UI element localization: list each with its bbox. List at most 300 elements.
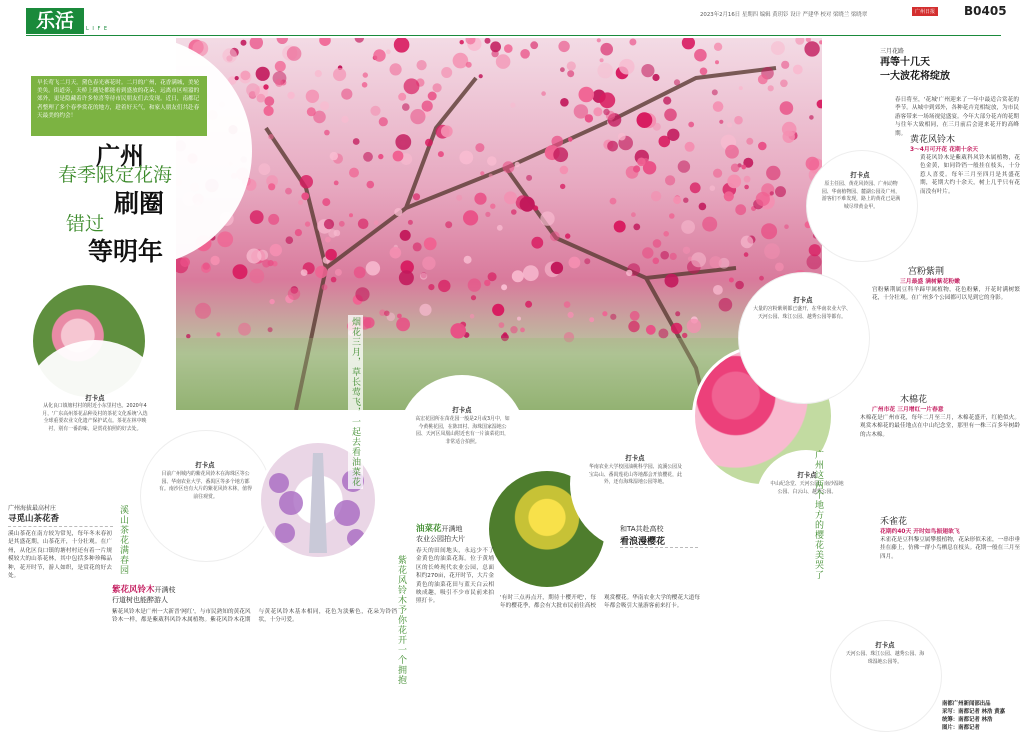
blossom-dot: [646, 325, 656, 335]
blossom-dot: [560, 98, 569, 107]
blossom-dot: [687, 319, 701, 333]
blossom-dot: [607, 141, 618, 152]
blossom-dot: [628, 321, 639, 332]
blossom-dot: [520, 328, 525, 333]
headline-line-1: 广州: [96, 142, 144, 170]
blossom-dot: [456, 195, 462, 201]
header-rule: [26, 35, 1001, 36]
blossom-dot: [523, 265, 539, 281]
blossom-dot: [517, 317, 521, 321]
blossom-dot: [394, 208, 402, 216]
kapok-section-body: 木棉花是广州市花，每年二月至三月，木棉花盛开，红艳似火。观赏木棉花的最佳地点在中山纪念堂，那里有一株三百多年树龄的古木棉。: [860, 415, 1020, 438]
blossom-dot: [275, 61, 286, 72]
blossom-dot: [349, 213, 353, 217]
blossom-dot: [471, 295, 476, 300]
blossom-dot: [681, 220, 695, 234]
camellia-vertical-caption: 溪山茶花满春园: [118, 505, 128, 575]
blossom-dot: [433, 83, 442, 92]
blossom-dot: [349, 168, 359, 178]
blossom-dot: [515, 162, 520, 167]
blossom-dot: [731, 164, 740, 173]
blossom-dot: [325, 249, 337, 261]
blossom-dot: [619, 59, 635, 75]
blossom-dot: [250, 210, 264, 224]
blossom-dot: [653, 239, 662, 248]
blossom-dot: [759, 276, 764, 281]
blossom-dot: [667, 129, 679, 141]
blossom-dot: [384, 311, 390, 317]
blossom-dot: [589, 317, 594, 322]
blossom-dot: [699, 203, 707, 211]
blossom-dot: [363, 152, 373, 162]
cherry-heading: 看浪漫樱花: [620, 537, 666, 547]
blossom-dot: [453, 53, 469, 69]
blossom-dot: [354, 267, 366, 279]
blossom-dot: [766, 166, 780, 180]
blossom-dot: [320, 101, 329, 110]
blossom-dot: [285, 188, 292, 195]
blossom-dot: [180, 257, 190, 267]
blossom-dot: [653, 123, 661, 131]
blossom-dot: [287, 46, 302, 61]
blossom-dot: [269, 299, 274, 304]
blossom-dot: [399, 270, 414, 285]
oilseed-heading: [416, 522, 463, 534]
blossom-dot: [569, 257, 581, 269]
blossom-dot: [688, 122, 694, 128]
blossom-dot: [744, 252, 749, 257]
blossom-dot: [809, 115, 814, 120]
purple-heading: [112, 583, 176, 595]
blossom-dot: [257, 94, 266, 103]
blossom-dot: [771, 41, 785, 55]
blossom-dot: [378, 154, 383, 159]
blossom-dot: [358, 219, 369, 230]
blossom-dot: [395, 134, 411, 150]
blossom-dot: [464, 256, 472, 264]
blossom-dot: [259, 163, 271, 175]
blossom-dot: [673, 196, 681, 204]
blossom-dot: [466, 62, 472, 68]
blossom-dot: [334, 181, 339, 186]
blossom-dot: [775, 263, 784, 272]
section-logo: 乐活: [26, 8, 84, 34]
blossom-dot: [286, 236, 294, 244]
blossom-dot: [250, 38, 263, 49]
blossom-dot: [216, 332, 220, 336]
blossom-dot: [715, 60, 719, 64]
oilseed-tip-text: 高宏花园所在苗花园一般是2月或3月中，如今黄桃花园，在陈田村、海珠国家湿地公园、天河区凤凰山附近也有一片油菜花田，非常适合拍照。: [415, 416, 510, 445]
right-intro: 春日将至，'花城'广州迎来了一年中最适合赏花的季节。从城中到郊外，各种花卉竞相绽放，为市民游客带来一场场视觉盛宴。今年大部分花卉的花期与往年大致相同，在三月前后会迎来花开的高峰期。: [895, 97, 1019, 137]
blossom-dot: [287, 92, 294, 99]
headline-line-3: 刷圈: [114, 189, 165, 218]
blossom-dot: [413, 193, 420, 200]
blossom-dot: [488, 272, 497, 281]
blossom-dot: [685, 142, 695, 152]
blossom-dot: [710, 185, 716, 191]
purple-tip-label: 打卡点: [195, 461, 215, 469]
purple-right-tip-label: 打卡点: [793, 296, 813, 304]
plum-section-sub: 花期约40天 开时如鸟振翅欲飞: [880, 529, 960, 535]
blossom-dot: [526, 175, 532, 181]
purple-body: 紫花风铃木是广州一大新晋'网红'，与市民熟知的黄花风铃木一样，都是紫葳科风铃木属植物。紫花风铃木花期与黄花风铃木基本相同，花色为淡紫色，花朵为铃铛状，十分可爱。: [112, 609, 397, 624]
blossom-dot: [671, 323, 682, 334]
blossom-dot: [445, 221, 452, 228]
blossom-dot: [390, 63, 402, 75]
blossom-dot: [603, 109, 609, 115]
blossom-dot: [651, 191, 661, 201]
blossom-dot: [217, 231, 233, 247]
blossom-dot: [503, 161, 515, 173]
oilseed-tip-label: 打卡点: [452, 406, 472, 414]
blossom-dot: [775, 186, 786, 197]
blossom-dot: [233, 264, 248, 279]
blossom-dot: [390, 247, 402, 259]
blossom-dot: [315, 70, 322, 77]
purple-section-body: 宫粉紫荆属豆科羊蹄甲属植物，花色粉紫，开花时满树繁花，十分壮观。在广州多个公园都可以见到它的身影。: [872, 287, 1020, 302]
oilseed-subheading: 农业公园拍大片: [416, 535, 465, 543]
blossom-dot: [713, 101, 724, 112]
blossom-dot: [525, 301, 532, 308]
blossom-dot: [691, 252, 706, 267]
blossom-dot: [322, 198, 330, 206]
paper-badge: 广州日报: [912, 7, 938, 16]
blossom-dot: [394, 38, 410, 53]
blossom-dot: [741, 165, 746, 170]
blossom-dot: [652, 74, 659, 81]
blossom-dot: [367, 181, 375, 189]
blossom-dot: [665, 175, 675, 185]
purple-tip-text: 目前广州城内的紫花风铃木在海珠区等公园、华南农业大学、番禺区等多个地方都有。南沙区也有大片的紫花风铃木林，值得前往观赏。: [159, 471, 252, 500]
blossom-dot: [660, 251, 669, 260]
blossom-dot: [804, 41, 819, 56]
blossom-dot: [379, 117, 388, 126]
blossom-dot: [222, 48, 237, 63]
blossom-dot: [373, 49, 385, 61]
blossom-dot: [331, 277, 337, 283]
blossom-dot: [241, 71, 251, 81]
right-kicker: 三月花路: [880, 48, 905, 55]
blossom-dot: [425, 139, 433, 147]
blossom-dot: [568, 137, 573, 142]
blossom-dot: [238, 323, 251, 336]
blossom-dot: [641, 64, 654, 77]
blossom-dot: [565, 233, 570, 238]
blossom-dot: [510, 326, 517, 333]
blossom-dot: [277, 38, 288, 44]
yellow-section-sub: 3～4月可开花 花期十余天: [910, 147, 979, 153]
blossom-dot: [770, 191, 774, 195]
blossom-dot: [460, 40, 464, 44]
blossom-dot: [683, 198, 688, 203]
blossom-dot: [393, 151, 404, 162]
blossom-dot: [784, 224, 789, 229]
blossom-dot: [633, 165, 640, 172]
blossom-dot: [540, 211, 554, 225]
blossom-dot: [241, 40, 247, 46]
blossom-dot: [690, 182, 701, 193]
blossom-dot: [702, 217, 717, 232]
blossom-dot: [597, 63, 613, 79]
blossom-dot: [501, 284, 507, 290]
blossom-dot: [410, 109, 425, 124]
blossom-dot: [678, 160, 690, 172]
blossom-dot: [324, 219, 334, 229]
blossom-dot: [487, 156, 497, 166]
blossom-dot: [419, 304, 431, 316]
blossom-dot: [335, 269, 342, 276]
blossom-dot: [485, 212, 490, 217]
blossom-dot: [499, 322, 505, 328]
blossom-dot: [593, 107, 602, 116]
blossom-dot: [688, 257, 692, 261]
blossom-dot: [700, 68, 708, 76]
blossom-dot: [637, 112, 653, 128]
blossom-dot: [511, 209, 517, 215]
cherry-blossom-photo: [176, 38, 822, 410]
blossom-dot: [758, 75, 768, 85]
blossom-dot: [602, 311, 607, 316]
blossom-dot: [558, 41, 569, 52]
blossom-dot: [496, 54, 511, 69]
blossom-dot: [298, 200, 303, 205]
blossom-dot: [817, 100, 822, 109]
blossom-dot: [551, 262, 563, 274]
headline-line-2: 春季限定花海: [58, 164, 173, 186]
blossom-dot: [631, 212, 636, 217]
blossom-dot: [658, 329, 668, 339]
blossom-dot: [275, 79, 283, 87]
blossom-dot: [712, 89, 718, 95]
blossom-dot: [235, 76, 239, 80]
blossom-dot: [438, 280, 450, 292]
blossom-dot: [325, 237, 331, 243]
oilseed-vertical-caption: 烟花三月，草长莺飞，一起去看油菜花: [348, 315, 363, 489]
blossom-dot: [397, 314, 402, 319]
blossom-dot: [398, 93, 406, 101]
blossom-dot: [735, 204, 746, 215]
blossom-dot: [713, 285, 723, 295]
blossom-dot: [584, 258, 590, 264]
blossom-dot: [758, 142, 767, 151]
headline-line-4: 错过: [66, 213, 105, 235]
blossom-dot: [459, 151, 473, 165]
blossom-dot: [735, 281, 744, 290]
kapok-section-sub: 广州市花 三月增红一片春意: [872, 407, 944, 413]
blossom-dot: [268, 260, 274, 266]
blossom-dot: [710, 256, 722, 268]
blossom-dot: [315, 266, 327, 278]
blossom-dot: [268, 214, 279, 225]
purple-section-sub: 三月最盛 满树紫花粉嫩: [900, 279, 960, 285]
oilseed-heading-main: 油菜花: [416, 524, 442, 534]
blossom-dot: [249, 269, 264, 284]
blossom-dot: [504, 191, 517, 204]
blossom-dot: [256, 67, 270, 81]
purple-heading-tail: 开满枝: [154, 586, 176, 594]
blossom-dot: [746, 138, 753, 145]
blossom-dot: [780, 80, 788, 88]
blossom-illustration: [176, 38, 822, 410]
purple-subheading: 行道树也能醉游人: [112, 596, 168, 604]
blossom-dot: [366, 261, 380, 275]
blossom-dot: [727, 122, 732, 127]
blossom-dot: [512, 270, 524, 282]
blossom-dot: [319, 38, 331, 46]
blossom-dot: [614, 221, 626, 233]
blossom-dot: [780, 101, 794, 115]
blossom-dot: [618, 133, 626, 141]
blossom-dot: [597, 38, 601, 42]
blossom-dot: [463, 210, 478, 225]
blossom-dot: [610, 314, 616, 320]
blossom-dot: [663, 97, 671, 105]
blossom-dot: [550, 231, 560, 241]
blossom-dot: [428, 92, 437, 101]
lead-paragraph: 早长莺飞二月天，黛色春光赛花时。二月的广州，花香满城，美轮美奂。街道旁，天桥上随处都能看到盛放的花朵，远离市区喧嚣的郊外，更是隐藏着许多惊喜等待市民朋友们去发现。近日，南都记者整理了多个春季赏花的地方，趁着好天气，和家人朋友们共赴春天最美的约会！: [31, 76, 207, 136]
blossom-dot: [764, 243, 780, 259]
blossom-dot: [341, 116, 348, 123]
blossom-dot: [441, 125, 453, 137]
right-headline-2: 一大波花将绽放: [880, 71, 950, 82]
blossom-dot: [739, 86, 743, 90]
blossom-dot: [744, 185, 749, 190]
blossom-dot: [333, 68, 346, 81]
blossom-dot: [195, 303, 211, 319]
blossom-dot: [470, 314, 475, 319]
blossom-dot: [404, 78, 420, 94]
blossom-dot: [268, 134, 273, 139]
blossom-dot: [355, 38, 364, 43]
blossom-dot: [475, 143, 484, 152]
purple-heading-main: 紫花风铃木: [112, 585, 155, 595]
blossom-dot: [270, 244, 282, 256]
blossom-dot: [428, 284, 434, 290]
blossom-dot: [663, 231, 669, 237]
blossom-dot: [807, 254, 822, 269]
blossom-dot: [674, 79, 680, 85]
blossom-dot: [295, 229, 302, 236]
blossom-dot: [560, 184, 565, 189]
blossom-dot: [560, 67, 565, 72]
blossom-dot: [719, 120, 723, 124]
blossom-dot: [355, 287, 369, 301]
blossom-dot: [560, 166, 569, 175]
blossom-dot: [727, 175, 741, 189]
blossom-dot: [203, 262, 210, 269]
blossom-dot: [567, 61, 576, 70]
blossom-dot: [322, 284, 328, 290]
blossom-dot: [324, 130, 330, 136]
oilseed-heading-tail: 开满地: [441, 525, 463, 533]
camellia-heading: 寻觅山茶花香: [8, 514, 60, 524]
blossom-dot: [682, 38, 695, 49]
blossom-dot: [670, 253, 677, 260]
blossom-dot: [694, 49, 707, 62]
blossom-dot: [725, 145, 739, 159]
blossom-dot: [683, 247, 690, 254]
blossom-dot: [553, 147, 568, 162]
blossom-dot: [450, 323, 466, 339]
blossom-dot: [468, 278, 481, 291]
blossom-dot: [520, 197, 535, 212]
camellia-tip-label: 打卡点: [85, 394, 105, 402]
blossom-dot: [664, 109, 677, 122]
oilseed-body: 春天的田间地头，永远少不了金黄色的油菜花海。位于黄埔区的长岭现代农业公园，总面积约270亩，花开时节，大片金黄色的油菜花田与蓝天白云相映成趣，吸引不少市民前来拍照打卡。: [416, 548, 494, 605]
plum-section-body: 禾雀花是豆科黎豆属攀援植物，花朵形似禾雀，一串串垂挂在藤上，仿佛一群小鸟栖息在枝头。花期一般在三月至四月。: [880, 537, 1020, 560]
blossom-dot: [489, 174, 493, 178]
blossom-dot: [413, 242, 422, 251]
blossom-dot: [420, 273, 427, 280]
purple-right-tip-text: 大量的宫粉紫荆都已盛开，在华南农业大学、天河公园、珠江公园、越秀公园等都有。: [753, 306, 851, 320]
blossom-dot: [714, 43, 722, 51]
cherry-vertical-caption: 广州这两个地方的樱花美哭了: [813, 450, 823, 580]
kapok-tip-card: [756, 450, 856, 550]
camellia-body: 溪山茶花在南方较为常见，每年冬末春初是其盛花期，山茶花开，十分壮观。在广州，从化区良口镇的塘村村还有着一片规模较大的山茶花林，其中包括多种珍稀品种，花开时节，游人如织，是赏花的好去处。: [8, 531, 112, 580]
blossom-dot: [480, 171, 484, 175]
blossom-dot: [490, 204, 495, 209]
blossom-dot: [386, 49, 391, 54]
credits: 南都广州新闻部出品 采写：南都记者 林浩 黄嘉 统筹：南都记者 林浩 图片：南都记者: [942, 701, 1006, 731]
blossom-dot: [246, 83, 260, 97]
blossom-dot: [264, 96, 274, 106]
blossom-dot: [531, 237, 543, 249]
blossom-dot: [653, 258, 660, 265]
blossom-dot: [510, 103, 515, 108]
blossom-dot: [675, 311, 680, 316]
blossom-dot: [484, 280, 490, 286]
blossom-dot: [568, 312, 574, 318]
rose-tip-label: 打卡点: [875, 641, 895, 649]
blossom-dot: [579, 87, 595, 103]
blossom-dot: [402, 103, 410, 111]
blossom-dot: [492, 304, 504, 316]
purple-section-title: 宫粉紫荆: [908, 267, 945, 277]
blossom-dot: [599, 92, 615, 108]
blossom-dot: [744, 176, 751, 183]
blossom-dot: [479, 74, 483, 78]
blossom-dot: [567, 70, 574, 77]
kapok-section-title: 木棉花: [900, 395, 928, 405]
blossom-dot: [374, 220, 379, 225]
blossom-dot: [341, 89, 352, 100]
blossom-dot: [809, 244, 821, 256]
blossom-dot: [328, 229, 337, 238]
cherry-body: '有时三点再点开，期待十樱开吧'，每年的樱花季，都会有大批市民前往高校观赏樱花。华南农业大学的樱花大道每年都会吸引大量游客前来打卡。: [500, 595, 700, 610]
blossom-dot: [626, 270, 632, 276]
blossom-dot: [520, 49, 530, 59]
blossom-dot: [400, 230, 411, 241]
blossom-dot: [637, 158, 646, 167]
blossom-dot: [305, 221, 310, 226]
blossom-dot: [610, 198, 617, 205]
blossom-dot: [806, 157, 820, 171]
blossom-dot: [247, 249, 262, 264]
blossom-dot: [600, 58, 604, 62]
blossom-dot: [761, 223, 777, 239]
page-number: B0405: [964, 4, 1007, 18]
divider: [8, 526, 113, 527]
blossom-dot: [497, 225, 503, 231]
blossom-dot: [719, 298, 733, 312]
section-label-en: L I F E: [86, 26, 109, 32]
blossom-dot: [408, 220, 413, 225]
blossom-dot: [564, 301, 571, 308]
blossom-dot: [210, 256, 219, 265]
blossom-dot: [301, 269, 308, 276]
blossom-dot: [288, 288, 300, 300]
divider: [620, 547, 698, 548]
